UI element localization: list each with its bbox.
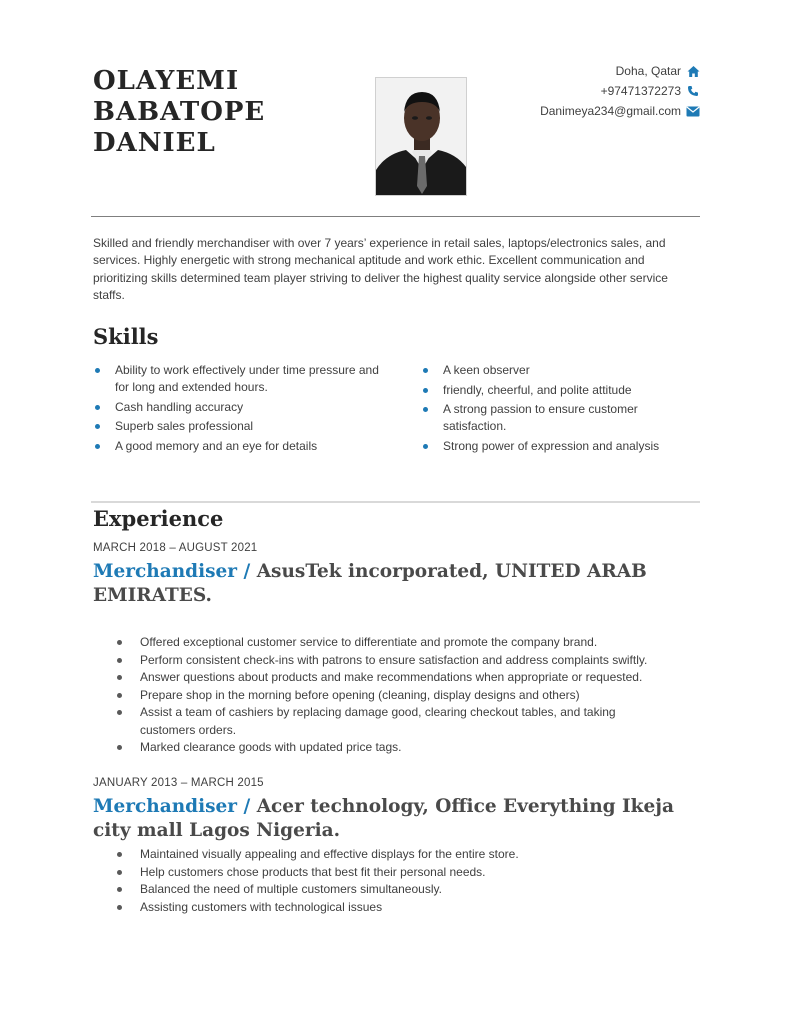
- name-line: BABATOPE: [93, 97, 266, 127]
- skill-item: Strong power of expression and analysis: [421, 438, 691, 455]
- skills-list-left: [93, 362, 393, 457]
- skill-item: A keen observer: [421, 362, 691, 379]
- job-duties: [115, 634, 715, 757]
- duty-item: Maintained visually appealing and effective displays for the entire store.: [115, 846, 715, 864]
- section-divider: [91, 501, 700, 503]
- job-role: Merchandiser /: [93, 796, 251, 817]
- email-text[interactable]: Danimeya234@gmail.com: [540, 104, 681, 118]
- job-dates: JANUARY 2013 – MARCH 2015: [93, 777, 264, 789]
- duty-item: Marked clearance goods with updated price tags.: [115, 739, 715, 757]
- professional-summary: Skilled and friendly merchandiser with over 7 years’ experience in retail sales, laptops/electronics sales, and services. Highly energetic with strong mechanical aptitude and work ethic. Excellent communication and prioritizing skills determined team player striving to deliver the highest quality service alongside other service staffs.: [93, 236, 668, 303]
- duty-item: Assist a team of cashiers by replacing damage good, clearing checkout tables, and taking customers orders.: [115, 704, 640, 739]
- profile-photo: [375, 77, 467, 196]
- skills-heading: Skills: [93, 324, 159, 349]
- header-divider: [91, 216, 700, 217]
- contact-block: [540, 61, 700, 121]
- duty-item: Prepare shop in the morning before opening (cleaning, display designs and others): [115, 687, 715, 705]
- skill-item: A strong passion to ensure customer satisfaction.: [421, 401, 691, 435]
- location-row: [540, 61, 700, 81]
- duty-item: Help customers chose products that best fit their personal needs.: [115, 864, 715, 882]
- location-text: Doha, Qatar: [615, 64, 681, 78]
- job-dates: MARCH 2018 – AUGUST 2021: [93, 542, 258, 554]
- job-duties: [115, 846, 715, 916]
- candidate-name: [93, 66, 353, 159]
- job-title: [93, 560, 713, 608]
- email-row: [540, 101, 700, 121]
- home-icon: [686, 64, 700, 78]
- name-line: DANIEL: [93, 128, 216, 158]
- phone-row: [540, 81, 700, 101]
- duty-item: Offered exceptional customer service to differentiate and promote the company brand.: [115, 634, 715, 652]
- skills-list-right: [421, 362, 691, 457]
- duty-item: Assisting customers with technological issues: [115, 899, 715, 917]
- skill-item: Cash handling accuracy: [93, 399, 393, 416]
- duty-item: Perform consistent check-ins with patrons to ensure satisfaction and address complaints swiftly.: [115, 652, 715, 670]
- job-company: AsusTek incorporated, UNITED ARAB EMIRATES.: [93, 561, 647, 606]
- duty-item: Answer questions about products and make recommendations when appropriate or requested.: [115, 669, 715, 687]
- job-title: [93, 795, 713, 843]
- job-role: Merchandiser /: [93, 561, 251, 582]
- name-line: OLAYEMI: [93, 66, 240, 96]
- portrait-illustration: [376, 78, 467, 196]
- skill-item: Ability to work effectively under time pressure and for long and extended hours.: [93, 362, 393, 396]
- envelope-icon: [686, 104, 700, 118]
- skill-item: friendly, cheerful, and polite attitude: [421, 382, 691, 399]
- phone-icon: [686, 84, 700, 98]
- skill-item: Superb sales professional: [93, 418, 393, 435]
- skill-item: A good memory and an eye for details: [93, 438, 393, 455]
- phone-text[interactable]: +97471372273: [600, 84, 681, 98]
- experience-heading: Experience: [93, 506, 224, 531]
- job-company: Acer technology, Office Everything Ikeja city mall Lagos Nigeria.: [93, 796, 674, 841]
- duty-item: Balanced the need of multiple customers simultaneously.: [115, 881, 715, 899]
